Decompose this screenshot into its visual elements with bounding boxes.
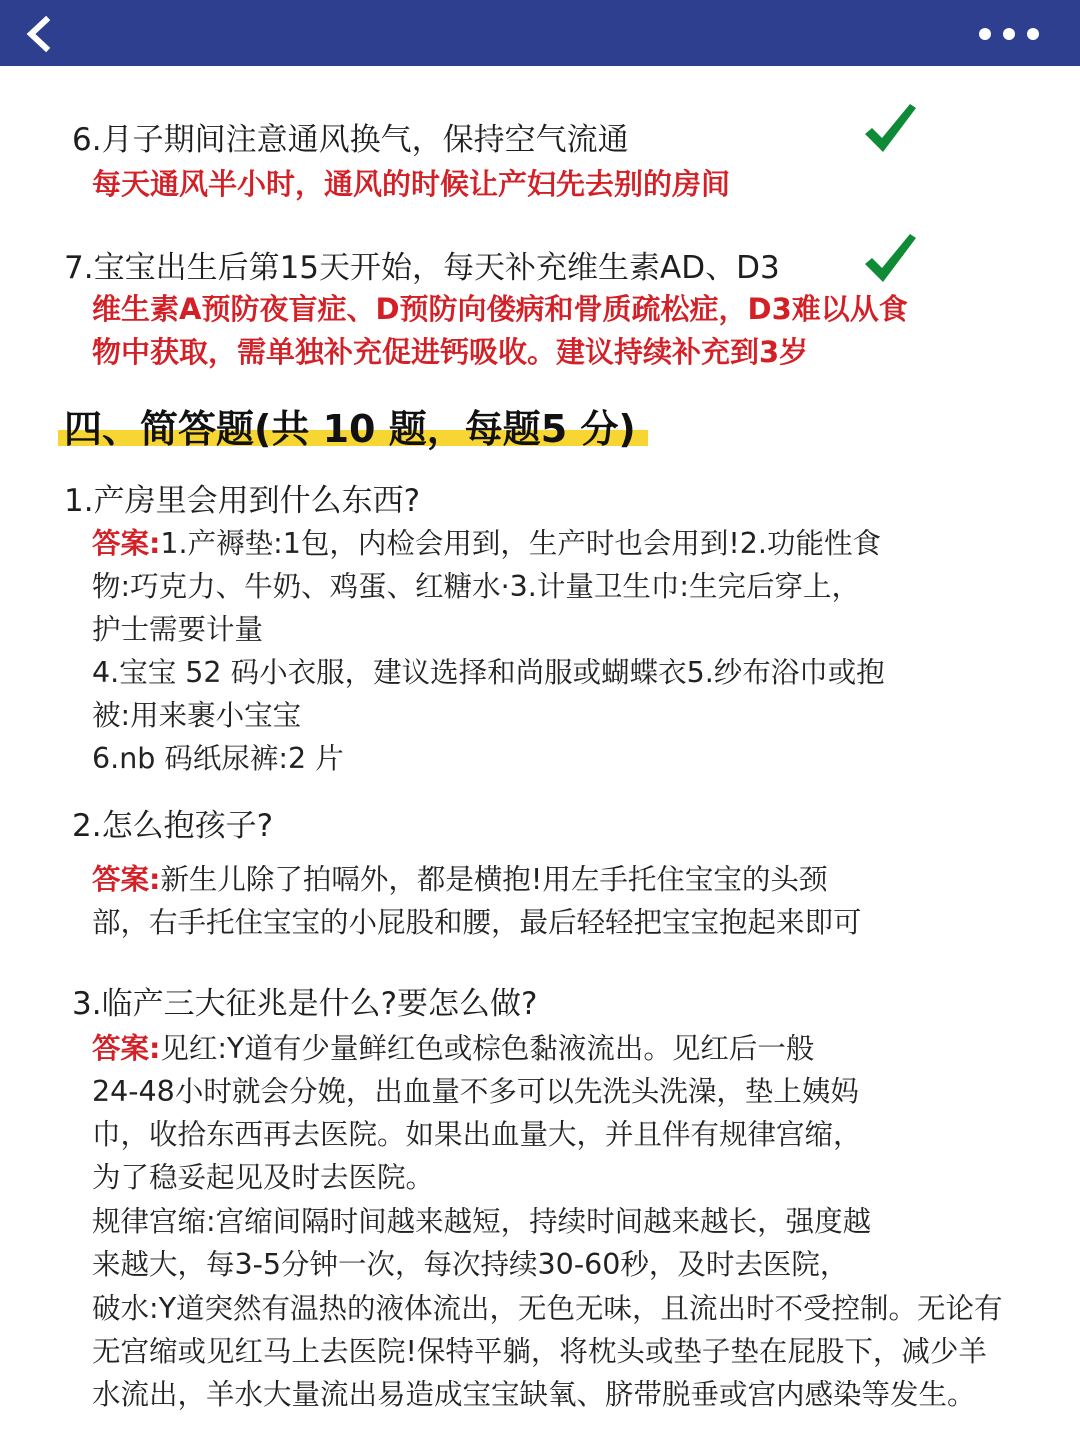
answer-line: 破水:Y道突然有温热的液体流出，无色无味，且流出时不受控制。无论有 (92, 1292, 1003, 1325)
answer-line: 护士需要计量 (92, 613, 264, 646)
answer-line: 无宫缩或见红马上去医院!保特平躺，将枕头或垫子垫在屁股下，减少羊 (92, 1335, 987, 1368)
item-title: 6.月子期间注意通风换气，保持空气流通 (72, 122, 629, 158)
answer-label: 答案: (92, 527, 161, 560)
answer-text: 新生儿除了拍嗝外，都是横抱!用左手托住宝宝的头颈 (160, 863, 828, 896)
answer-line: 6.nb 码纸尿裤:2 片 (92, 742, 344, 775)
answer-text: 见红:Y道有少量鲜红色或棕色黏液流出。见红后一般 (160, 1032, 815, 1065)
question-title: 2.怎么抱孩子? (72, 808, 274, 844)
item-note: 维生素A预防夜盲症、D预防向偻病和骨质疏松症，D3难以从食 (92, 292, 908, 326)
item-title: 7.宝宝出生后第15天开始，每天补充维生素AD、D3 (64, 250, 780, 286)
answer-line (92, 857, 827, 898)
answer-line: 部，右手托住宝宝的小屁股和腰，最后轻轻把宝宝抱起来即可 (92, 906, 862, 939)
item-note: 物中获取，需单独补充促进钙吸收。建议持续补充到3岁 (92, 335, 809, 369)
answer-text: 1.产褥垫:1包，内检会用到，生产时也会用到!2.功能性食 (160, 527, 881, 560)
back-button[interactable] (18, 12, 62, 56)
answer-label: 答案: (92, 863, 161, 896)
answer-line (92, 1026, 814, 1067)
answer-line: 为了稳妥起见及时去医院。 (92, 1161, 435, 1194)
answer-line: 被:用来裹小宝宝 (92, 699, 302, 732)
answer-line: 水流出，羊水大量流出易造成宝宝缺氧、脐带脱垂或宫内感染等发生。 (92, 1378, 976, 1411)
more-button[interactable] (974, 22, 1044, 46)
answer-line (92, 521, 881, 562)
answer-line: 规律宫缩:宫缩间隔时间越来越短，持续时间越来越长，强度越 (92, 1205, 872, 1238)
question-title: 3.临产三大征兆是什么?要怎么做? (72, 986, 538, 1022)
chevron-left-icon (18, 12, 62, 56)
item-note: 每天通风半小时，通风的时候让产妇先去别的房间 (92, 167, 731, 201)
green-check-icon (862, 234, 918, 286)
answer-line: 24-48小时就会分娩，出血量不多可以先洗头洗澡，垫上姨妈 (92, 1075, 859, 1108)
green-check-icon (862, 104, 918, 156)
answer-line: 4.宝宝 52 码小衣服，建议选择和尚服或蝴蝶衣5.纱布浴巾或抱 (92, 656, 885, 689)
answer-label: 答案: (92, 1032, 161, 1065)
answer-line: 来越大，每3-5分钟一次，每次持续30-60秒，及时去医院， (92, 1248, 849, 1281)
answer-line: 巾，收拾东西再去医院。如果出血量大，并且伴有规律宫缩， (92, 1118, 862, 1151)
section-title: 四、简答题(共 10 题，每题5 分) (64, 407, 636, 451)
top-nav-bar (0, 0, 1080, 66)
more-dots-icon (974, 22, 1044, 46)
question-title: 1.产房里会用到什么东西? (64, 483, 421, 519)
answer-line: 物:巧克力、牛奶、鸡蛋、红糖水·3.计量卫生巾:生完后穿上， (92, 570, 860, 603)
